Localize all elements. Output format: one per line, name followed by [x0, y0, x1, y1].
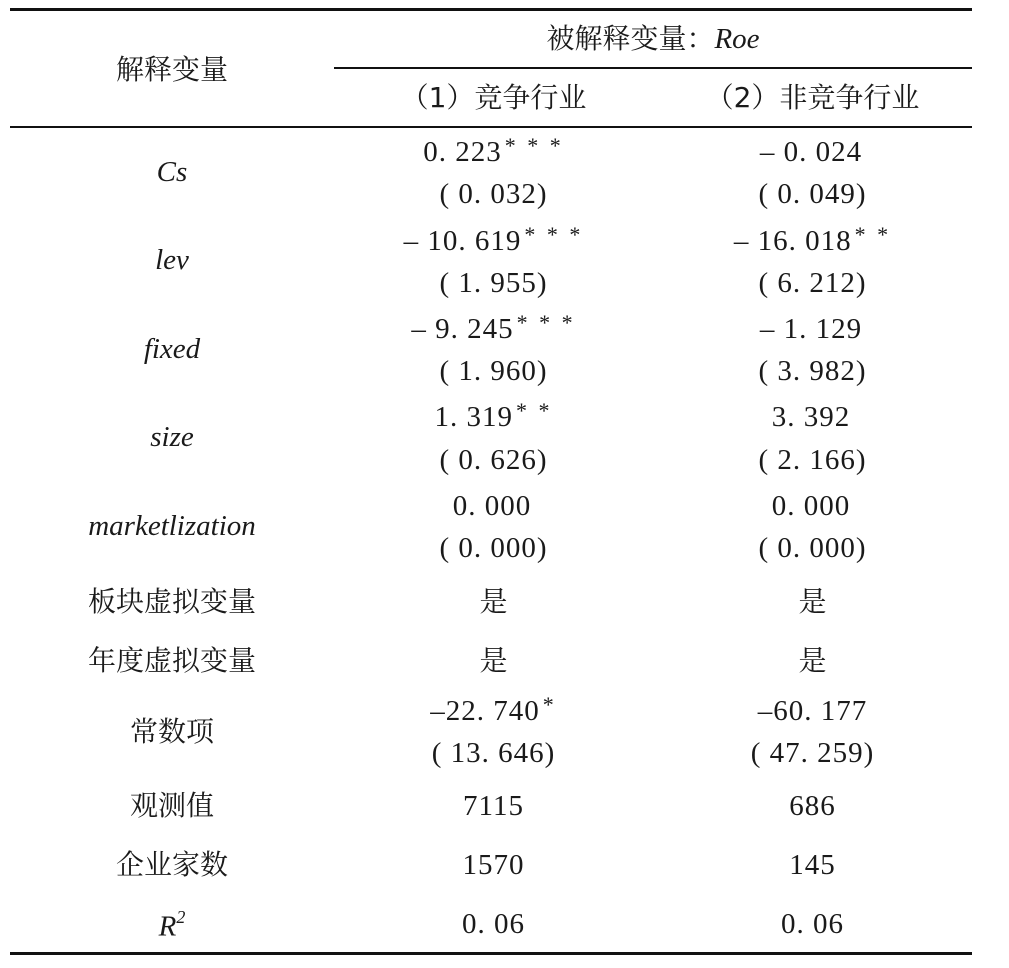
row-var-fixed: fixed [143, 333, 201, 365]
row-var-cs: Cs [156, 156, 188, 188]
se-size-2: ( 2. 166) [758, 444, 867, 476]
bottom-rule [10, 952, 972, 955]
row-label-year-dummy: 年度虚拟变量 [87, 644, 256, 677]
r2-2: 0. 06 [781, 908, 844, 940]
row-var-lev: lev [155, 244, 189, 276]
row-label-observations: 观测值 [129, 789, 214, 822]
dependent-variable-header [334, 22, 972, 55]
firms-2: 145 [789, 849, 836, 881]
se-fixed-1: ( 1. 960) [439, 355, 548, 387]
se-fixed-2: ( 3. 982) [758, 355, 867, 387]
se-constant-1: ( 13. 646) [431, 737, 556, 769]
se-lev-2: ( 6. 212) [758, 267, 867, 299]
dependent-prefix: 被解释变量： [546, 22, 715, 55]
se-marketlization-1: ( 0. 000) [439, 532, 548, 564]
row-label-constant: 常数项 [129, 715, 214, 748]
row-var-marketlization: marketlization [88, 510, 256, 542]
se-size-1: ( 0. 626) [439, 444, 548, 476]
firms-1: 1570 [462, 849, 525, 881]
coef-marketlization-2: 0. 000 [771, 490, 851, 522]
sector-dummy-2: 是 [798, 585, 827, 618]
sector-dummy-1: 是 [479, 585, 508, 618]
coef-size-1: 1. 319 * * [434, 398, 553, 433]
observations-1: 7115 [463, 790, 524, 822]
explanatory-variable-header: 解释变量 [115, 53, 228, 86]
coef-constant-2: –60. 177 [757, 695, 868, 727]
regression-table [10, 0, 972, 968]
r2-1: 0. 06 [462, 908, 525, 940]
coef-marketlization-1: 0. 000 [452, 490, 532, 522]
observations-2: 686 [789, 790, 836, 822]
row-var-size: size [150, 421, 194, 453]
header-subrule [334, 67, 972, 69]
coef-size-2: 3. 392 [771, 401, 851, 433]
se-marketlization-2: ( 0. 000) [758, 532, 867, 564]
dependent-var: Roe [714, 23, 760, 55]
row-label-r2: $R^2$ [158, 907, 186, 943]
header-rule [10, 126, 972, 128]
coef-cs-1: 0. 223 * * * [423, 133, 564, 168]
coef-lev-2: – 16. 018 * * [733, 222, 892, 257]
coef-fixed-2: – 1. 129 [759, 313, 863, 345]
column-header-1: （1）竞争行业 [400, 81, 587, 114]
se-cs-2: ( 0. 049) [758, 178, 867, 210]
year-dummy-1: 是 [479, 644, 508, 677]
year-dummy-2: 是 [798, 644, 827, 677]
coef-fixed-1: – 9. 245 * * * [411, 310, 576, 345]
row-label-firms: 企业家数 [115, 848, 228, 881]
coef-constant-1: –22. 740 * [430, 692, 557, 727]
coef-cs-2: – 0. 024 [759, 136, 863, 168]
coef-lev-1: – 10. 619 * * * [403, 222, 584, 257]
se-lev-1: ( 1. 955) [439, 267, 548, 299]
se-cs-1: ( 0. 032) [439, 178, 548, 210]
top-rule [10, 8, 972, 11]
se-constant-2: ( 47. 259) [750, 737, 875, 769]
column-header-2: （2）非竞争行业 [705, 81, 920, 114]
row-label-sector-dummy: 板块虚拟变量 [87, 585, 256, 618]
